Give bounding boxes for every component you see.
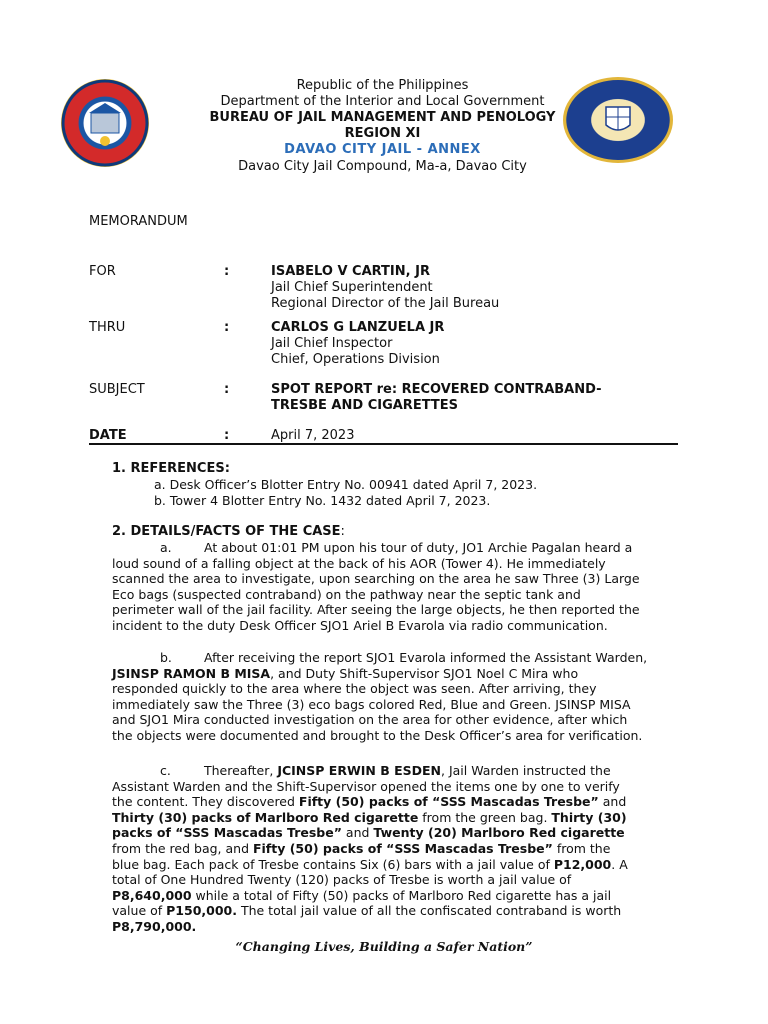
subject-line-2: TRESBE AND CIGARETTES xyxy=(271,398,458,413)
for-recipient xyxy=(271,264,499,312)
date-label: DATE xyxy=(89,428,127,443)
details-heading-text: 2. DETAILS/FACTS OF THE CASE xyxy=(112,524,341,539)
letterhead-address: Davao City Jail Compound, Ma-a, Davao City xyxy=(238,159,527,174)
thru-rank: Jail Chief Inspector xyxy=(271,336,393,351)
for-colon: : xyxy=(224,264,230,279)
header-divider xyxy=(89,443,678,445)
details-heading-colon: : xyxy=(340,524,345,539)
thru-label: THRU xyxy=(89,320,126,335)
para-b-marker: b. xyxy=(160,650,172,665)
details-paragraph-a: a. At about 01:01 PM upon his tour of duty, JO1 Archie Pagalan heard a loud sound of a falling object at the back of his AOR (Tower 4). He immediately scanned the area to investigate, upon searching on the area he saw Three (3) Large Eco bags (suspected contraband) on the pathway near the septic tank and perimeter wall of the jail facility. After seeing the large objects, he then reported the incident to the duty Desk Officer SJO1 Ariel B Evarola via radio communication. xyxy=(112,540,640,633)
letterhead-region: REGION XI xyxy=(344,126,421,141)
for-name: ISABELO V CARTIN, JR xyxy=(271,264,430,279)
para-a-marker: a. xyxy=(160,540,172,555)
subject-colon: : xyxy=(224,382,230,397)
for-position: Regional Director of the Jail Bureau xyxy=(271,296,500,311)
details-paragraph-c: c. Thereafter, JCINSP ERWIN B ESDEN, Jail Warden instructed the Assistant Warden and the Shift-Supervisor opened the items one by one to verify the content. They discovered Fifty (50) packs of “SSS Mascadas Tresbe” and Thirty (30) packs of Marlboro Red cigarette from the green bag. Thirty (30) packs of “SSS Mascadas Tresbe” and Twenty (20) Marlboro Red cigarette from the red bag, and Fifty (50) packs of “SSS Mascadas Tresbe” from the blue bag. Each pack of Tresbe contains Six (6) bars with a jail value of P12,000. A total of One Hundred Twenty (120) packs of Tresbe is worth a jail value of P8,640,000 while a total of Fifty (50) packs of Marlboro Red cigarette has a jail value of P150,000. The total jail value of all the confiscated contraband is worth P8,790,000. xyxy=(112,763,628,934)
letterhead-department: Department of the Interior and Local Government xyxy=(220,94,545,109)
letterhead-republic: Republic of the Philippines xyxy=(296,78,469,93)
jail-warden-name: JCINSP ERWIN B ESDEN xyxy=(277,763,441,778)
subject-value xyxy=(271,382,602,414)
details-heading xyxy=(112,524,345,539)
thru-position: Chief, Operations Division xyxy=(271,352,440,367)
memo-title: MEMORANDUM xyxy=(89,214,188,229)
for-rank: Jail Chief Superintendent xyxy=(271,280,433,295)
letterhead-office: DAVAO CITY JAIL - ANNEX xyxy=(284,142,481,157)
total-value: P8,790,000. xyxy=(112,918,197,934)
date-colon: : xyxy=(224,428,230,443)
assistant-warden-name: JSINSP RAMON B MISA xyxy=(112,665,271,681)
seal-emblem-icon xyxy=(61,79,149,167)
bjmp-regional-seal xyxy=(61,79,149,167)
letterhead xyxy=(150,78,615,175)
thru-name: CARLOS G LANZUELA JR xyxy=(271,320,445,335)
reference-item: a. Desk Officer’s Blotter Entry No. 00941 dated April 7, 2023. xyxy=(154,477,538,492)
subject-line-1: SPOT REPORT re: RECOVERED CONTRABAND- xyxy=(271,382,602,397)
para-c-marker: c. xyxy=(160,763,171,778)
details-paragraph-b: b. After receiving the report SJO1 Evarola informed the Assistant Warden, JSINSP RAMON B MISA, and Duty Shift-Supervisor SJO1 Noel C Mira who responded quickly to the area where the object was seen. After arriving, they immediately saw the Three (3) eco bags colored Red, Blue and Green. JSINSP MISA and SJO1 Mira conducted investigation on the area for other evidence, after which the objects were documented and brought to the Desk Officer’s area for verification. xyxy=(112,650,648,743)
references-heading: 1. REFERENCES: xyxy=(112,461,230,476)
footer-motto: “Changing Lives, Building a Safer Nation” xyxy=(235,939,533,954)
thru-colon: : xyxy=(224,320,230,335)
letterhead-bureau: BUREAU OF JAIL MANAGEMENT AND PENOLOGY xyxy=(209,110,556,125)
date-value: April 7, 2023 xyxy=(271,428,355,443)
subject-label: SUBJECT xyxy=(89,382,145,397)
reference-item: b. Tower 4 Blotter Entry No. 1432 dated April 7, 2023. xyxy=(154,493,491,508)
thru-recipient xyxy=(271,320,444,368)
for-label: FOR xyxy=(89,264,116,279)
